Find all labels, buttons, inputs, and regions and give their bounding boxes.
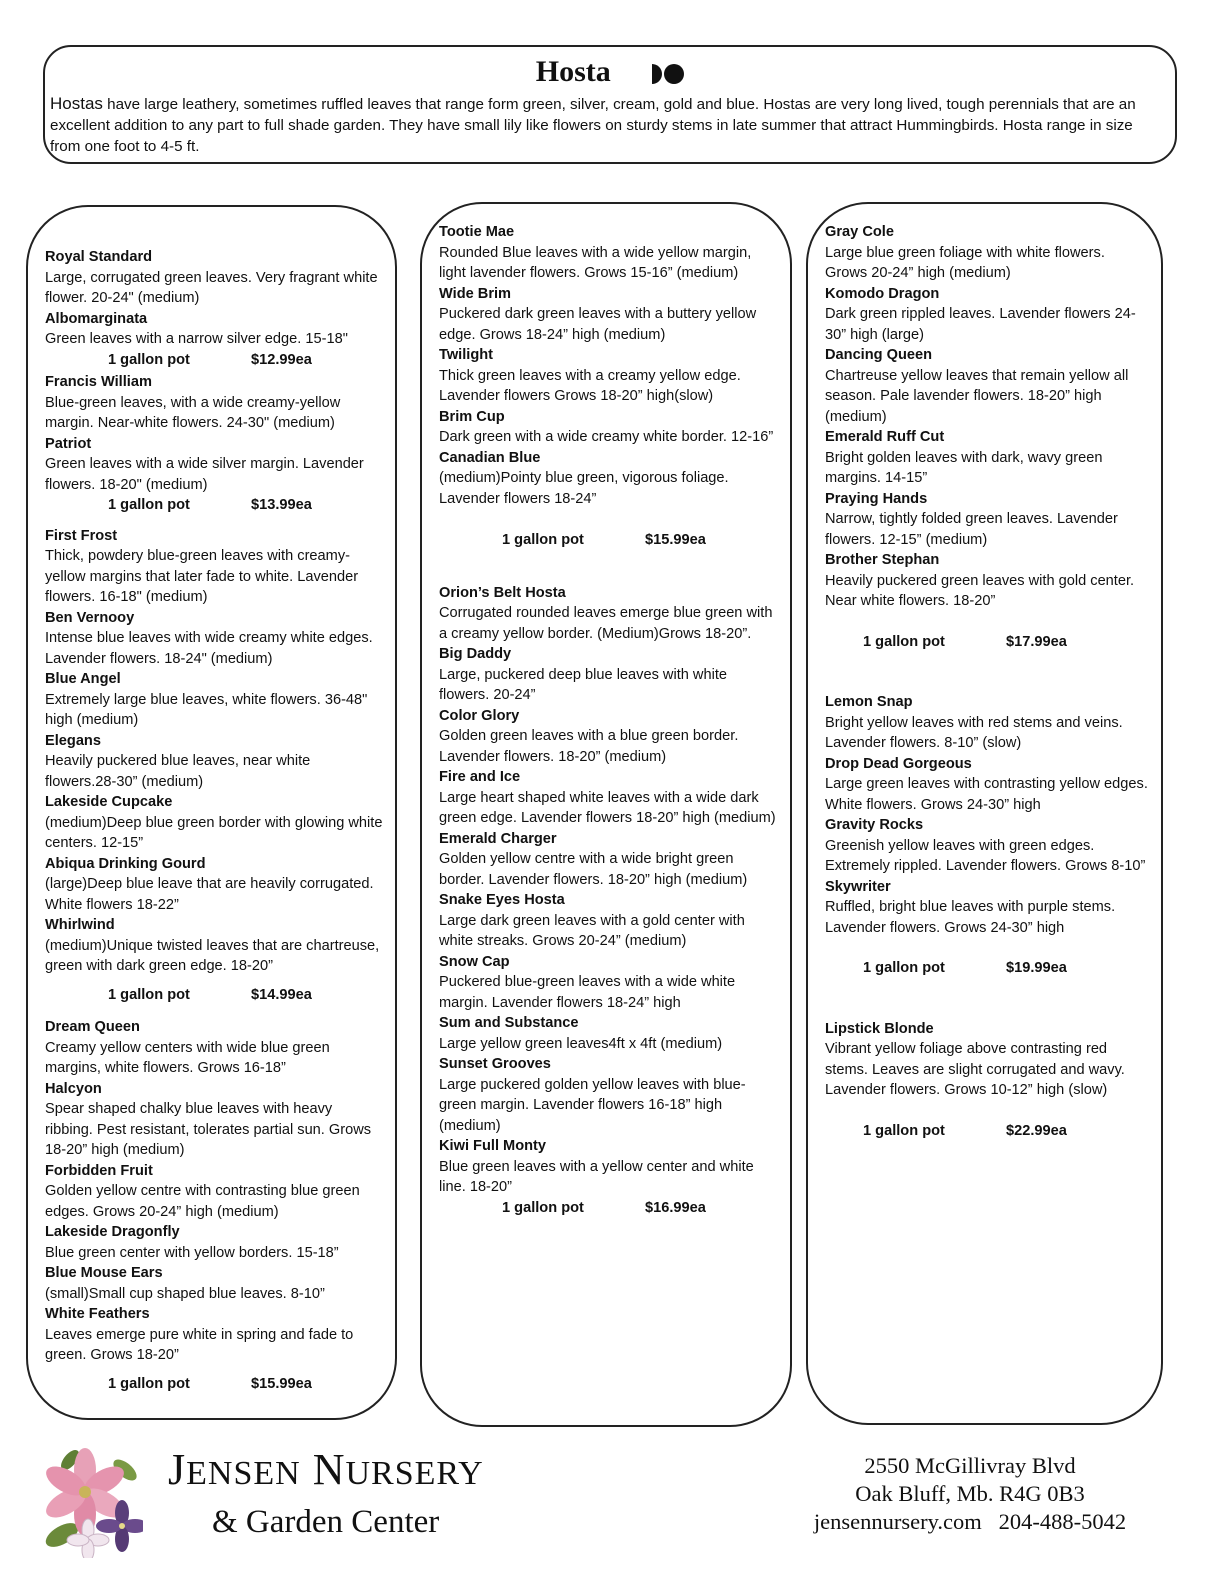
pot-size: 1 gallon pot bbox=[108, 986, 190, 1003]
plant-name: Komodo Dragon bbox=[825, 285, 940, 302]
plant-name: Snake Eyes Hosta bbox=[439, 892, 565, 908]
plant-description: Heavily puckered blue leaves, near white flowers.28-30” (medium) bbox=[45, 753, 311, 790]
plant-description: Dark green rippled leaves. Lavender flowers 24-30” high (large) bbox=[825, 306, 1136, 343]
price-amount: $13.99ea bbox=[251, 497, 312, 513]
company-initial-n: N bbox=[312, 1445, 346, 1494]
plant-description: Green leaves with a narrow silver edge. 15-18" bbox=[45, 331, 348, 347]
plant-name: Tootie Mae bbox=[439, 224, 515, 240]
shade-icon bbox=[652, 64, 684, 84]
plant-description: Ruffled, bright blue leaves with purple stems. Lavender flowers. Grows 24-30” high bbox=[825, 899, 1116, 936]
plant-name: Praying Hands bbox=[825, 490, 928, 507]
plant-name: Abiqua Drinking Gourd bbox=[45, 855, 206, 872]
plant-description: Golden yellow centre with contrasting blue green edges. Grows 20-24” high (medium) bbox=[45, 1183, 360, 1220]
plant-name: Brim Cup bbox=[439, 408, 505, 425]
plant-name: Elegans bbox=[45, 732, 101, 749]
plant-description: Extremely large blue leaves, white flowers. 36-48" high (medium) bbox=[45, 691, 368, 728]
intro-rest: have large leathery, sometimes ruffled leaves that range form green, silver, cream, gold and blue. Hostas are very long lived, tough perennials that are an excellent addition to any part to full shade garden. They have small lily like flowers on sturdy stems in late summer that attract Hummingbirds. Hosta range in size from one foot to 4-5 ft. bbox=[50, 96, 1136, 155]
plant-name: Lakeside Cupcake bbox=[45, 794, 173, 810]
contact-line bbox=[790, 1508, 1150, 1536]
plant-description: Creamy yellow centers with wide blue green margins, white flowers. Grows 16-18” bbox=[45, 1039, 330, 1076]
price-row bbox=[45, 495, 383, 516]
price-row bbox=[45, 1374, 383, 1395]
group-spacer bbox=[825, 979, 1149, 1019]
plant-name: Blue Angel bbox=[45, 671, 121, 687]
plant-description: (medium)Unique twisted leaves that are chartreuse, green with dark green edge. 18-20” bbox=[45, 937, 380, 974]
plant-description: Thick, powdery blue-green leaves with creamy-yellow margins that later fade to white. Lavender flowers. 16-18" (medium) bbox=[45, 548, 359, 605]
price-row bbox=[825, 958, 1149, 979]
price-amount: $16.99ea bbox=[645, 1199, 706, 1216]
plant-name: Emerald Ruff Cut bbox=[825, 429, 945, 445]
plant-name: Skywriter bbox=[825, 878, 891, 895]
plant-description: Bright yellow leaves with red stems and veins. Lavender flowers. 8-10” (slow) bbox=[825, 714, 1123, 751]
plant-description: Spear shaped chalky blue leaves with heavy ribbing. Pest resistant, tolerates partial sun. Grows 18-20” high (medium) bbox=[45, 1101, 372, 1158]
plant-name: Halcyon bbox=[45, 1080, 102, 1097]
address-block bbox=[790, 1452, 1150, 1536]
group-spacer bbox=[439, 561, 778, 583]
plant-description: Dark green with a wide creamy white border. 12-16” bbox=[439, 429, 774, 445]
plant-name: Orion’s Belt Hosta bbox=[439, 584, 566, 601]
plant-description: Blue green leaves with a yellow center and white line. 18-20” bbox=[439, 1158, 754, 1195]
plant-name: Gray Cole bbox=[825, 224, 894, 240]
company-word-ursery: URSERY bbox=[345, 1455, 484, 1492]
plant-description: Large puckered golden yellow leaves with blue-green margin. Lavender flowers 16-18” high (medium) bbox=[439, 1076, 746, 1134]
address-line-2: Oak Bluff, Mb. R4G 0B3 bbox=[855, 1481, 1085, 1506]
price-row bbox=[45, 350, 383, 371]
price-amount: $12.99ea bbox=[251, 351, 312, 368]
plant-description: Golden green leaves with a blue green border. Lavender flowers. 18-20” (medium) bbox=[439, 728, 739, 765]
plant-description: Large, corrugated green leaves. Very fragrant white flower. 20-24" (medium) bbox=[45, 269, 378, 306]
company-name bbox=[168, 1446, 484, 1546]
plant-description: Bright golden leaves with dark, wavy green margins. 14-15” bbox=[825, 449, 1103, 486]
plant-name: Fire and Ice bbox=[439, 769, 521, 785]
plant-description: Greenish yellow leaves with green edges. Extremely rippled. Lavender flowers. Grows 8-10” bbox=[825, 837, 1146, 874]
plant-name: First Frost bbox=[45, 527, 118, 544]
plant-description: Large blue green foliage with white flowers. Grows 20-24” high (medium) bbox=[825, 244, 1105, 281]
plant-description: Large yellow green leaves4ft x 4ft (medium) bbox=[439, 1035, 723, 1052]
plant-name: Dancing Queen bbox=[825, 347, 933, 363]
column-1 bbox=[26, 205, 397, 1420]
plant-name: Albomarginata bbox=[45, 310, 148, 327]
price-amount: $19.99ea bbox=[1006, 960, 1067, 976]
plant-description: Blue green center with yellow borders. 15-18” bbox=[45, 1244, 339, 1261]
column-2-content bbox=[439, 222, 778, 1218]
column-1-content bbox=[45, 247, 383, 1398]
plant-description: Large green leaves with contrasting yellow edges. White flowers. Grows 24-30” high bbox=[825, 776, 1148, 813]
plant-name: Sum and Substance bbox=[439, 1015, 579, 1031]
plant-description: Rounded Blue leaves with a wide yellow margin, light lavender flowers. Grows 15-16” (medium) bbox=[439, 244, 752, 281]
plant-name: Francis William bbox=[45, 374, 152, 390]
plant-name: Patriot bbox=[45, 435, 92, 452]
pot-size: 1 gallon pot bbox=[108, 497, 190, 513]
plant-description: Intense blue leaves with wide creamy white edges. Lavender flowers. 18-24" (medium) bbox=[45, 630, 373, 667]
plant-name: Twilight bbox=[439, 347, 494, 363]
price-amount: $15.99ea bbox=[251, 1375, 312, 1392]
plant-name: Wide Brim bbox=[439, 285, 512, 302]
plant-name: White Feathers bbox=[45, 1306, 150, 1322]
plant-name: Emerald Charger bbox=[439, 830, 557, 847]
group-spacer bbox=[825, 652, 1149, 692]
pot-size: 1 gallon pot bbox=[502, 1199, 584, 1216]
pot-size: 1 gallon pot bbox=[863, 633, 945, 650]
company-subtitle: & Garden Center bbox=[212, 1504, 440, 1540]
column-2 bbox=[420, 202, 792, 1427]
company-word-ensen: ENSEN bbox=[186, 1455, 301, 1492]
plant-name: Blue Mouse Ears bbox=[45, 1265, 163, 1281]
company-initial-j: J bbox=[168, 1445, 187, 1494]
price-row bbox=[825, 632, 1149, 653]
plant-name: Snow Cap bbox=[439, 953, 510, 970]
website-link[interactable]: jensennursery.com bbox=[813, 1509, 982, 1534]
plant-description: Vibrant yellow foliage above contrasting red stems. Leaves are slight corrugated and wavy. Lavender flowers. Grows 10-12” high (slow) bbox=[825, 1041, 1125, 1098]
plant-name: Canadian Blue bbox=[439, 449, 541, 466]
plant-description: (small)Small cup shaped blue leaves. 8-10” bbox=[45, 1285, 325, 1302]
pot-size: 1 gallon pot bbox=[108, 351, 190, 368]
intro-text bbox=[50, 93, 1167, 157]
pot-size: 1 gallon pot bbox=[863, 960, 945, 976]
plant-name: Lipstick Blonde bbox=[825, 1020, 934, 1037]
price-row bbox=[825, 1121, 1149, 1142]
plant-description: (medium)Deep blue green border with glowing white centers. 12-15” bbox=[45, 814, 383, 851]
plant-name: Big Daddy bbox=[439, 646, 512, 662]
pot-size: 1 gallon pot bbox=[108, 1375, 190, 1392]
plant-name: Color Glory bbox=[439, 707, 520, 724]
price-row bbox=[439, 530, 778, 551]
plant-description: Leaves emerge pure white in spring and fade to green. Grows 18-20” bbox=[45, 1326, 354, 1363]
plant-description: Corrugated rounded leaves emerge blue green with a creamy yellow border. (Medium)Grows 18-20”. bbox=[439, 605, 773, 642]
plant-description: (medium)Pointy blue green, vigorous foliage. Lavender flowers 18-24” bbox=[439, 470, 729, 507]
plant-name: Kiwi Full Monty bbox=[439, 1138, 547, 1154]
column-3 bbox=[806, 202, 1163, 1425]
plant-description: Large heart shaped white leaves with a wide dark green edge. Lavender flowers 18-20” high (medium) bbox=[439, 789, 776, 826]
pot-size: 1 gallon pot bbox=[502, 532, 584, 548]
plant-name: Dream Queen bbox=[45, 1019, 140, 1035]
plant-name: Ben Vernooy bbox=[45, 609, 135, 626]
plant-description: Narrow, tightly folded green leaves. Lavender flowers. 12-15” (medium) bbox=[825, 511, 1118, 548]
plant-description: Heavily puckered green leaves with gold center. Near white flowers. 18-20” bbox=[825, 572, 1135, 609]
plant-name: Lemon Snap bbox=[825, 694, 913, 710]
plant-name: Royal Standard bbox=[45, 249, 153, 265]
plant-description: Puckered dark green leaves with a buttery yellow edge. Grows 18-24” high (medium) bbox=[439, 306, 757, 343]
price-amount: $14.99ea bbox=[251, 986, 312, 1003]
group-spacer bbox=[45, 1009, 383, 1017]
plant-name: Forbidden Fruit bbox=[45, 1162, 153, 1179]
plant-name: Sunset Grooves bbox=[439, 1056, 551, 1072]
plant-description: Puckered blue-green leaves with a wide white margin. Lavender flowers 18-24” high bbox=[439, 974, 736, 1011]
plant-name: Brother Stephan bbox=[825, 552, 940, 568]
plant-description: (large)Deep blue leave that are heavily corrugated. White flowers 18-22” bbox=[45, 876, 374, 913]
half-shade-icon bbox=[652, 64, 662, 84]
price-amount: $22.99ea bbox=[1006, 1122, 1067, 1139]
column-3-content bbox=[825, 222, 1149, 1141]
plant-description: Golden yellow centre with a wide bright green border. Lavender flowers. 18-20” high (medium) bbox=[439, 851, 748, 888]
full-shade-icon bbox=[664, 64, 684, 84]
page-title: Hosta bbox=[535, 55, 611, 88]
price-amount: $15.99ea bbox=[645, 532, 706, 548]
page-title-row bbox=[45, 55, 1175, 89]
price-row bbox=[45, 985, 383, 1006]
plant-name: Lakeside Dragonfly bbox=[45, 1224, 180, 1240]
company-title bbox=[168, 1446, 484, 1498]
clematis-flower-logo bbox=[40, 1440, 143, 1558]
group-spacer bbox=[45, 516, 383, 526]
price-amount: $17.99ea bbox=[1006, 633, 1067, 650]
plant-description: Large, puckered deep blue leaves with white flowers. 20-24” bbox=[439, 666, 728, 703]
plant-description: Green leaves with a wide silver margin. Lavender flowers. 18-20" (medium) bbox=[45, 456, 364, 493]
plant-description: Large dark green leaves with a gold center with white streaks. Grows 20-24” (medium) bbox=[439, 912, 745, 949]
intro-lead: Hostas bbox=[50, 94, 103, 113]
header-box bbox=[43, 45, 1177, 164]
plant-description: Blue-green leaves, with a wide creamy-yellow margin. Near-white flowers. 24-30" (medium) bbox=[45, 394, 341, 431]
address-line-1: 2550 McGillivray Blvd bbox=[864, 1453, 1076, 1478]
plant-name: Whirlwind bbox=[45, 917, 115, 933]
plant-name: Drop Dead Gorgeous bbox=[825, 755, 972, 772]
plant-description: Thick green leaves with a creamy yellow edge. Lavender flowers Grows 18-20” high(slow) bbox=[439, 367, 741, 404]
phone-number: 204-488-5042 bbox=[998, 1509, 1127, 1534]
plant-name: Gravity Rocks bbox=[825, 817, 924, 833]
price-row bbox=[439, 1198, 778, 1219]
pot-size: 1 gallon pot bbox=[863, 1122, 945, 1139]
plant-description: Chartreuse yellow leaves that remain yellow all season. Pale lavender flowers. 18-20” high (medium) bbox=[825, 367, 1129, 425]
